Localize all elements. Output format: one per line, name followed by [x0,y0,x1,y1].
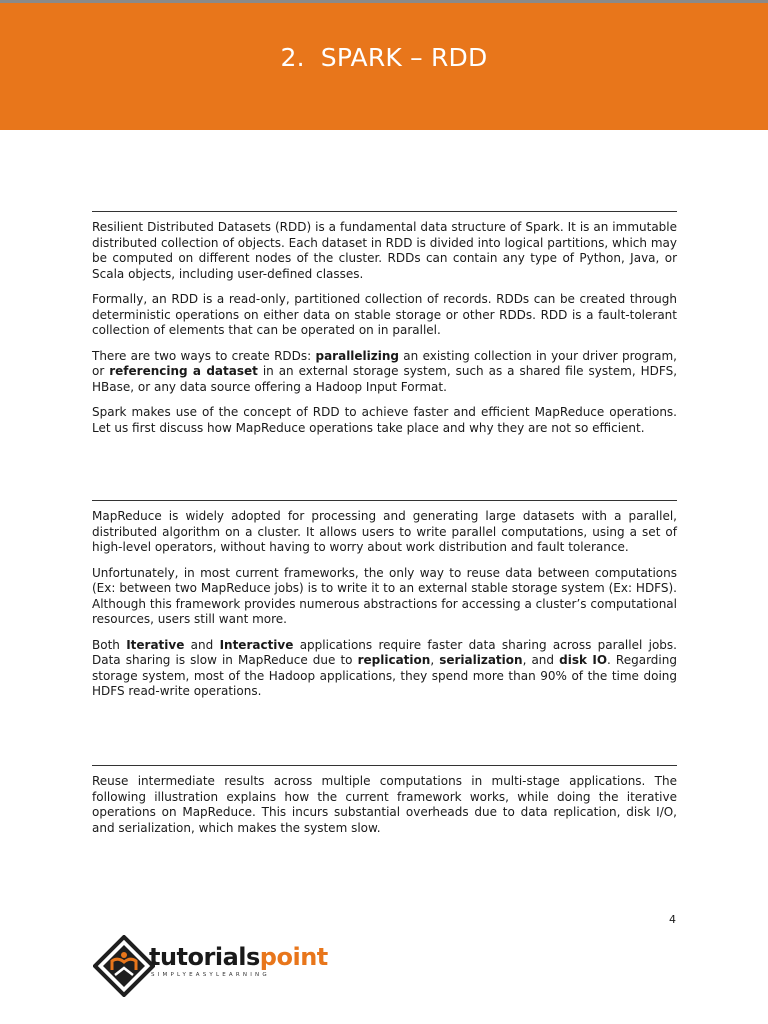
logo-tagline: SIMPLYEASYLEARNING [151,972,270,978]
section-iterative [92,765,677,846]
page-number: 4 [669,913,676,926]
chapter-title-text: SPARK – RDD [320,43,488,72]
section-mapreduce [92,500,677,710]
logo-mark-icon [93,935,155,997]
chapter-banner [0,0,768,130]
paragraph: MapReduce is widely adopted for processing and generating large datasets with a parallel, distributed algorithm on a cluster. It allows users to write parallel computations, using a set of high-level operators, without having to worry about work distribution and fault tolerance. [92,509,677,554]
paragraph: Unfortunately, in most current frameworks, the only way to reuse data between computations (Ex: between two MapReduce jobs) is to write it to an external stable storage system (Ex: HDFS). Although this framework provides numerous abstractions for accessing a cluster’s computational resources, users still want more. [92,565,677,626]
bold-term: Iterative [126,637,185,652]
section-rdd-intro [92,211,677,446]
bold-term: serialization [439,653,523,667]
chapter-title [0,43,768,72]
bold-term: Interactive [219,637,294,652]
tutorialspoint-logo [93,935,328,997]
paragraph: Reuse intermediate results across multiple computations in multi-stage applications. The following illustration explains how the current framework works, while doing the iterative operations on MapReduce. This incurs substantial overheads due to data replication, disk I/O, and serialization, which makes the system slow. [92,774,677,835]
paragraph: Both Iterative and Interactive applications require faster data sharing across parallel jobs. Data sharing is slow in MapReduce due to replication, serialization, and disk IO. Regarding storage system, most of the Hadoop applications, they spend more than 90% of the time doing HDFS read-write operations. [92,637,677,698]
bold-term: parallelizing [315,348,400,363]
paragraph: Resilient Distributed Datasets (RDD) is a fundamental data structure of Spark. It is an immutable distributed collection of objects. Each dataset in RDD is divided into logical partitions, which may be computed on different nodes of the cluster. RDDs can contain any type of Python, Java, or Scala objects, including user-defined classes. [92,220,677,281]
bold-term: replication [357,653,431,667]
paragraph: Formally, an RDD is a read-only, partitioned collection of records. RDDs can be created through deterministic operations on either data on stable storage or other RDDs. RDD is a fault-tolerant collection of elements that can be operated on in parallel. [92,292,677,337]
bold-term: referencing a dataset [109,364,258,378]
logo-wordmark: tutorialspoint [149,943,328,971]
paragraph: There are two ways to create RDDs: parallelizing an existing collection in your driver program, or referencing a dataset in an external storage system, such as a shared file system, HDFS, HBase, or any data source offering a Hadoop Input Format. [92,348,678,394]
chapter-number: 2. [280,43,305,72]
paragraph: Spark makes use of the concept of RDD to achieve faster and efficient MapReduce operations. Let us first discuss how MapReduce operations take place and why they are not so efficient. [92,405,677,435]
bold-term: disk IO [559,653,608,667]
